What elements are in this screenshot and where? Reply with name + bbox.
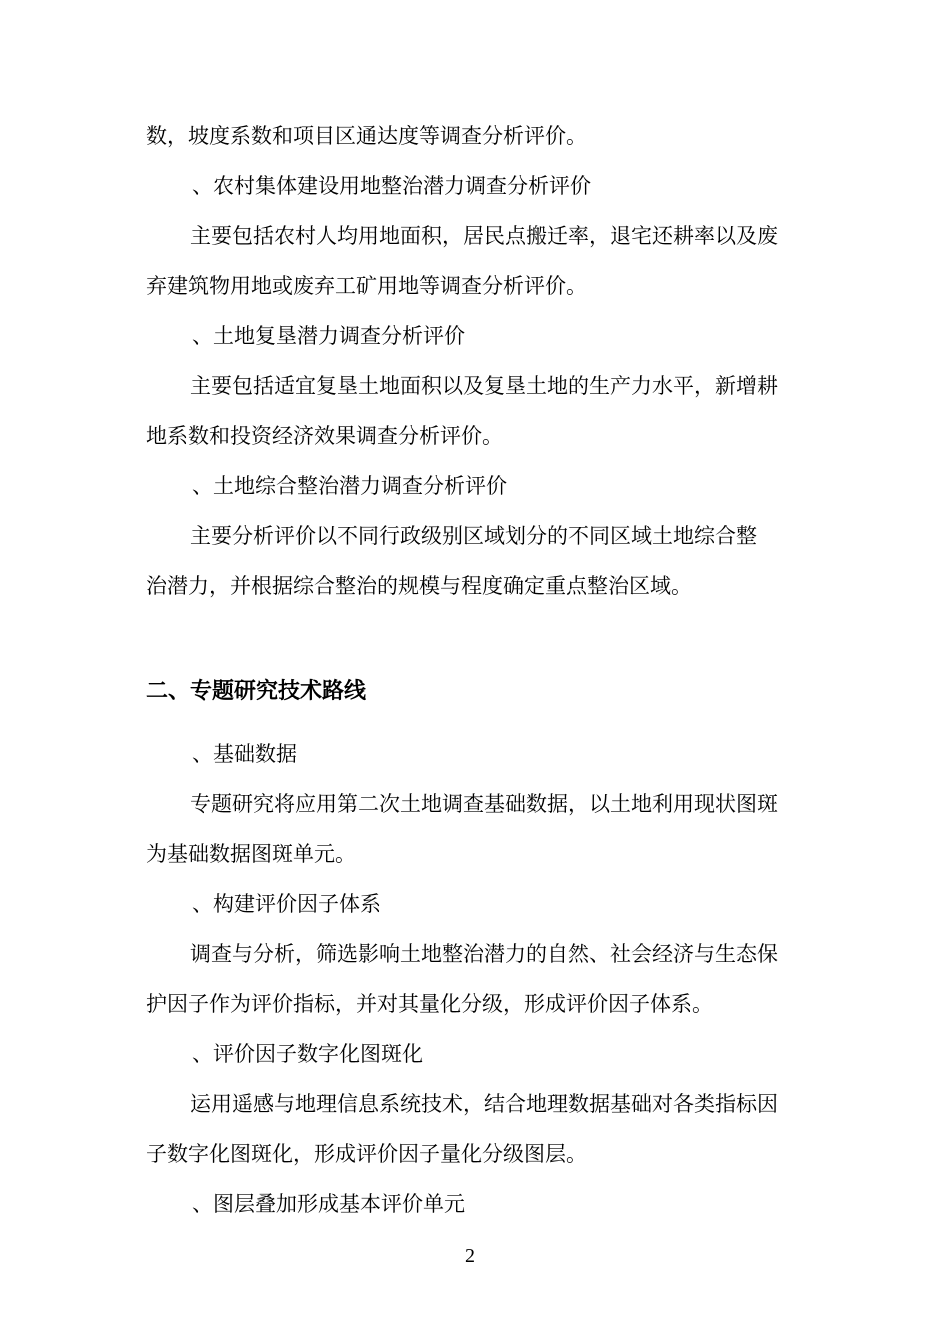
- subsection-heading: 、评价因子数字化图斑化: [192, 1042, 423, 1066]
- paragraph-line: 调查与分析，筛选影响土地整治潜力的自然、社会经济与生态保: [190, 942, 778, 966]
- paragraph-line: 主要分析评价以不同行政级别区域划分的不同区域土地综合整: [190, 524, 757, 548]
- paragraph-line: 专题研究将应用第二次土地调查基础数据，以土地利用现状图斑: [190, 792, 778, 816]
- subsection-heading: 、图层叠加形成基本评价单元: [192, 1192, 465, 1216]
- paragraph-line: 数，坡度系数和项目区通达度等调查分析评价。: [146, 124, 587, 148]
- paragraph-line: 子数字化图斑化，形成评价因子量化分级图层。: [146, 1142, 587, 1166]
- subsection-heading: 、土地综合整治潜力调查分析评价: [192, 474, 507, 498]
- subsection-heading: 、土地复垦潜力调查分析评价: [192, 324, 465, 348]
- section-heading: 二、专题研究技术路线: [146, 679, 367, 704]
- paragraph-line: 地系数和投资经济效果调查分析评价。: [146, 424, 503, 448]
- subsection-heading: 、基础数据: [192, 742, 297, 766]
- paragraph-line: 治潜力，并根据综合整治的规模与程度确定重点整治区域。: [146, 574, 692, 598]
- paragraph-line: 弃建筑物用地或废弃工矿用地等调查分析评价。: [146, 274, 587, 298]
- paragraph-line: 为基础数据图斑单元。: [146, 842, 356, 866]
- paragraph-line: 运用遥感与地理信息系统技术，结合地理数据基础对各类指标因: [190, 1092, 778, 1116]
- paragraph-line: 主要包括农村人均用地面积，居民点搬迁率，退宅还耕率以及废: [190, 224, 778, 248]
- paragraph-line: 护因子作为评价指标，并对其量化分级，形成评价因子体系。: [146, 992, 713, 1016]
- subsection-heading: 、构建评价因子体系: [192, 892, 381, 916]
- page-number: 2: [465, 1245, 475, 1267]
- subsection-heading: 、农村集体建设用地整治潜力调查分析评价: [192, 174, 591, 198]
- paragraph-line: 主要包括适宜复垦土地面积以及复垦土地的生产力水平，新增耕: [190, 374, 778, 398]
